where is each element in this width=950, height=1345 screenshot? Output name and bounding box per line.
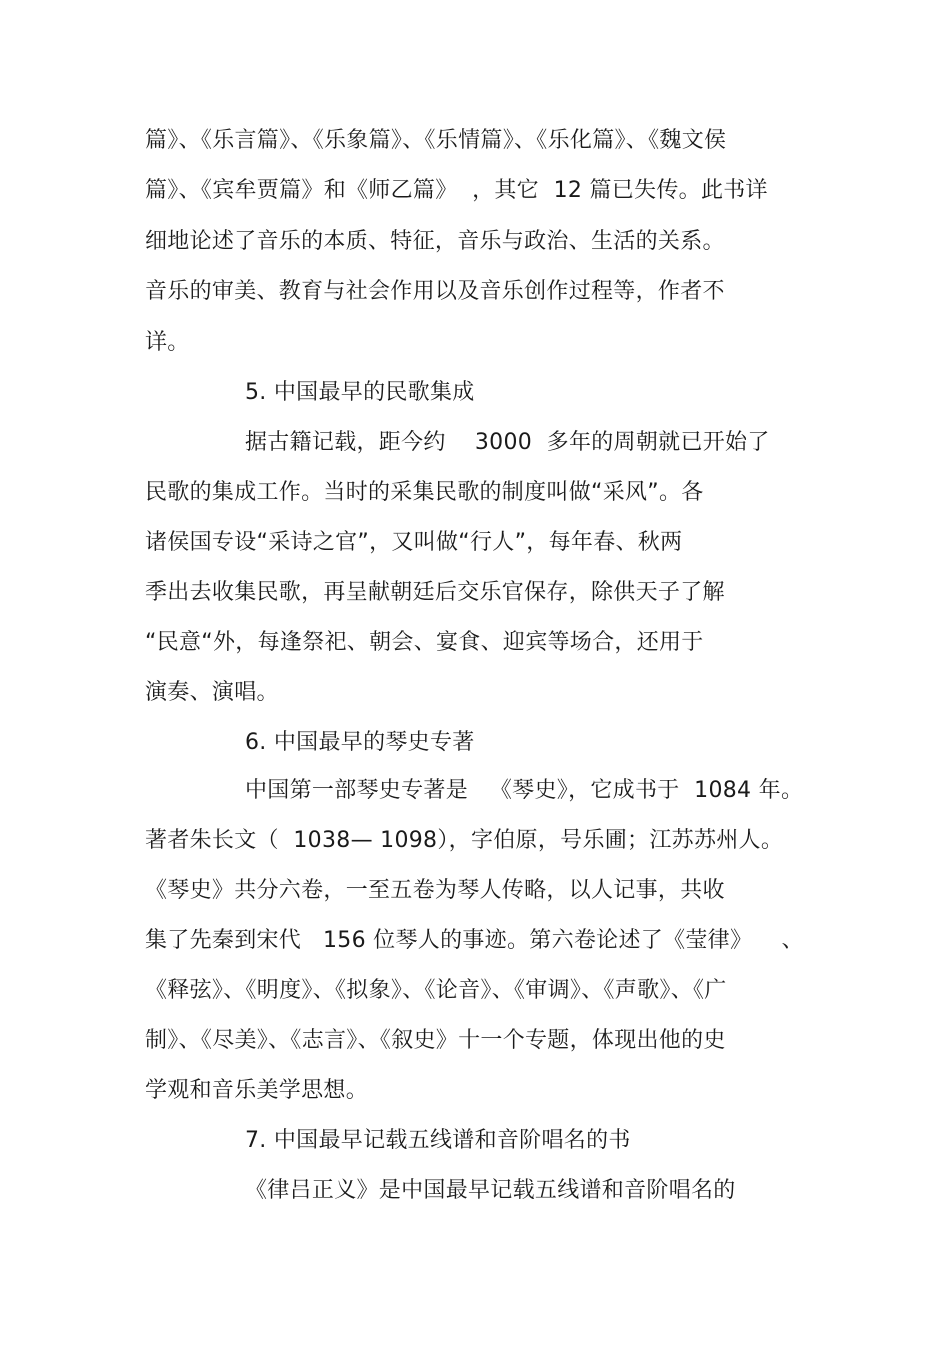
section-heading-6: 6. 中国最早的琴史专著 <box>245 730 475 755</box>
text-line-1: 篇》、《乐言篇》、《乐象篇》、《乐情篇》、《乐化篇》、《魏文侯 <box>145 128 727 153</box>
text-line-5: 详。 <box>145 330 190 355</box>
text-line-2: 篇》、《宾牟贾篇》和《师乙篇》 ，其它 12 篇已失传。此书详 <box>145 178 768 203</box>
text-line-22: 《律吕正义》是中国最早记载五线谱和音阶唱名的 <box>245 1178 736 1203</box>
text-line-9: 诸侯国专设“采诗之官”，又叫做“行人”，每年春、秋两 <box>145 530 683 555</box>
text-line-7: 据古籍记载，距今约 3000 多年的周朝就已开始了 <box>245 430 770 455</box>
text-line-8: 民歌的集成工作。当时的采集民歌的制度叫做“采风”。各 <box>145 480 704 505</box>
text-line-18: 《释弦》、《明度》、《拟象》、《论音》、《审调》、《声歌》、《广 <box>145 978 727 1003</box>
section-heading-5: 5. 中国最早的民歌集成 <box>245 380 475 405</box>
text-line-11: “民意“外，每逢祭祀、朝会、宴食、迎宾等场合，还用于 <box>145 630 704 655</box>
text-line-14: 中国第一部琴史专著是 《琴史》，它成书于 1084 年。 <box>245 778 804 803</box>
text-line-4: 音乐的审美、教育与社会作用以及音乐创作过程等，作者不 <box>145 279 725 304</box>
text-line-19: 制》、《尽美》、《志言》、《叙史》十一个专题，体现出他的史 <box>145 1028 726 1053</box>
text-line-17: 集了先秦到宋代 156 位琴人的事迹。第六卷论述了《莹律》 、 <box>145 928 804 953</box>
text-line-10: 季出去收集民歌，再呈献朝廷后交乐官保存，除供天子了解 <box>145 580 725 605</box>
section-heading-7: 7. 中国最早记载五线谱和音阶唱名的书 <box>245 1128 631 1153</box>
text-line-16: 《琴史》共分六卷，一至五卷为琴人传略，以人记事，共收 <box>145 878 725 903</box>
text-line-3: 细地论述了音乐的本质、特征，音乐与政治、生活的关系。 <box>145 229 725 254</box>
text-line-20: 学观和音乐美学思想。 <box>145 1078 369 1103</box>
text-line-12: 演奏、演唱。 <box>145 680 279 705</box>
text-line-15: 著者朱长文（ 1038— 1098），字伯原，号乐圃；江苏苏州人。 <box>145 828 784 853</box>
